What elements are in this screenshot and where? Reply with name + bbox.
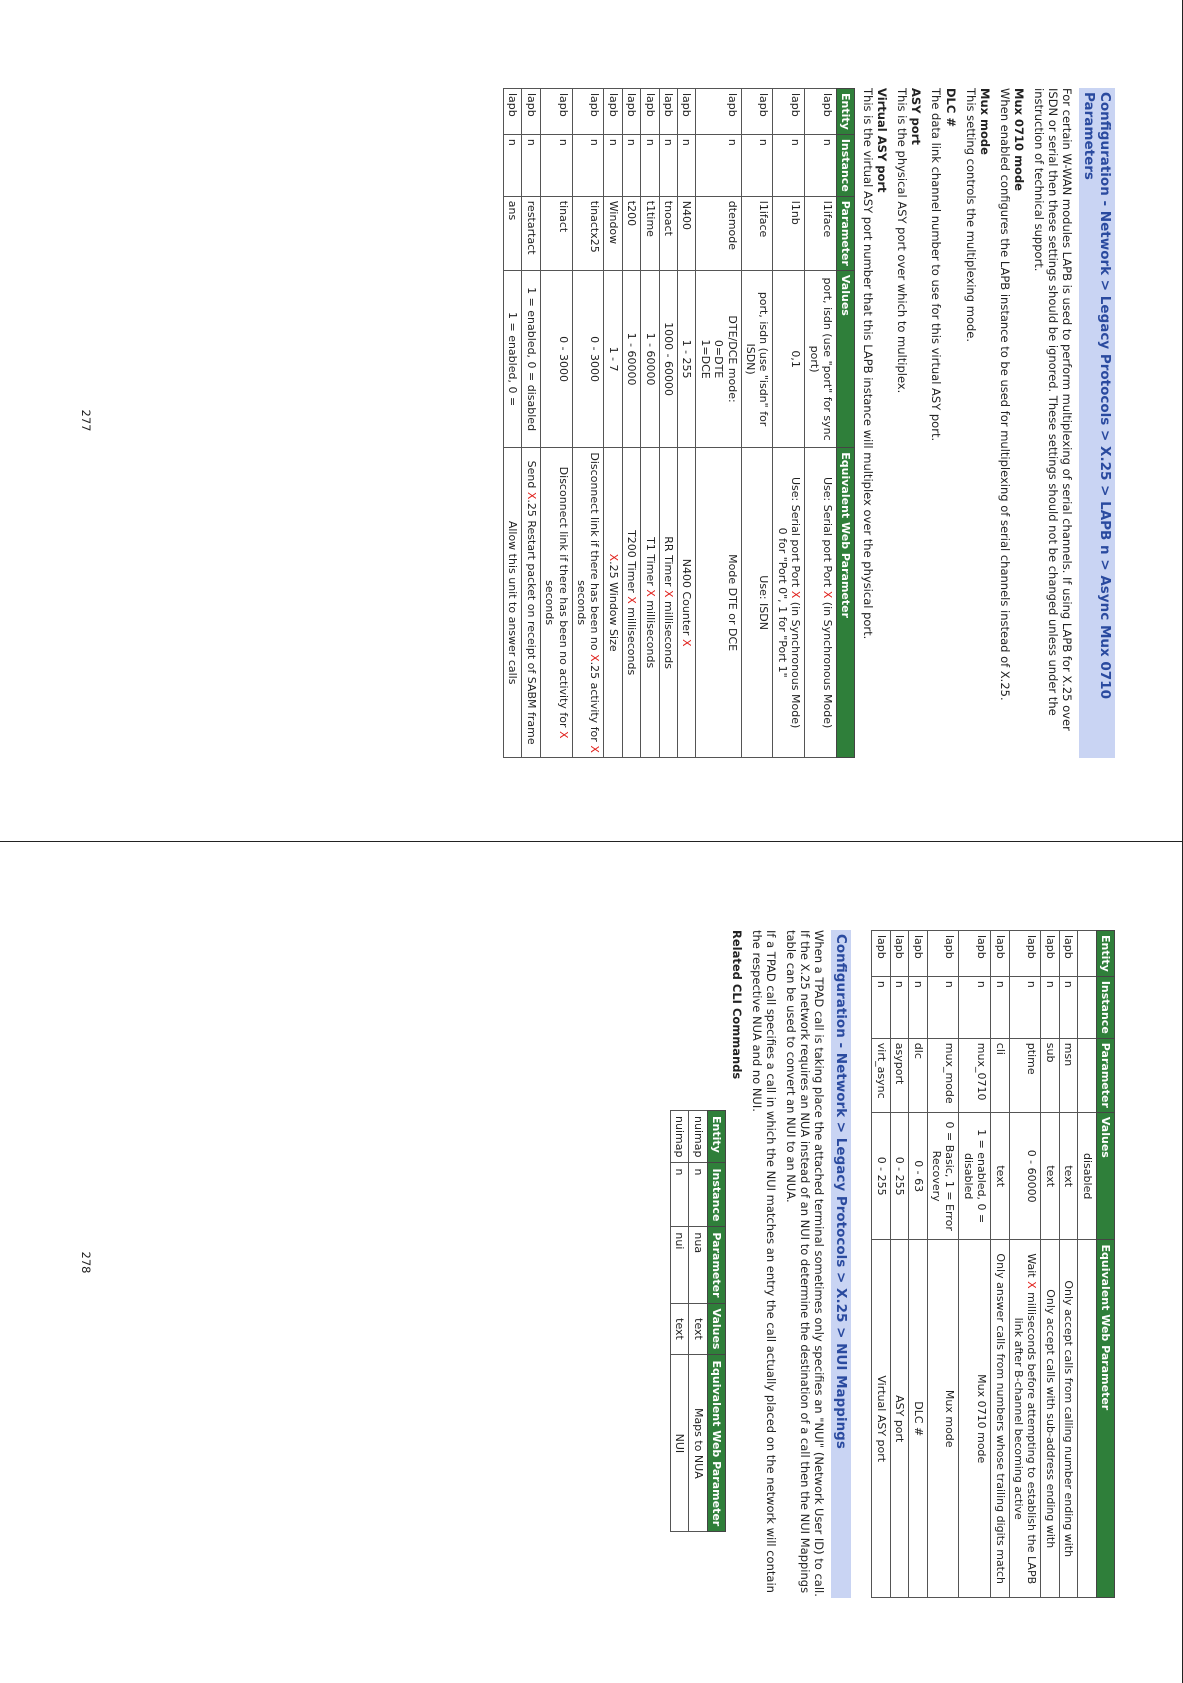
table-cell: lapb	[540, 89, 572, 135]
variable-marker: X	[1025, 1281, 1039, 1289]
table-row	[540, 89, 572, 758]
table-cell: X.25 Window Size	[604, 448, 622, 758]
table-cell: lapb	[641, 89, 659, 135]
table-cell: 0 - 255	[872, 1112, 890, 1240]
table-cell: t200	[622, 196, 640, 270]
intro-paragraph: For certain W-WAN modules LAPB is used to perform multiplexing of serial channels. If using LAPB for X.25 over ISDN or serial then these settings should be ignored. These settings should not be changed unless under the instruction of technical support.	[1031, 88, 1074, 731]
table-cell: Disconnect link if there has been no X.25 activity for X seconds	[572, 448, 604, 758]
table-cell: DTE/DCE mode: 0=DTE 1=DCE	[696, 270, 741, 447]
table-row	[909, 931, 927, 1598]
page-278	[0, 842, 1183, 1683]
table-cell: 0 - 60000	[1009, 1112, 1041, 1240]
table-cell: 0 - 255	[890, 1112, 908, 1240]
table-cell: text	[1041, 1112, 1059, 1240]
table-cell: Mux mode	[927, 1240, 959, 1598]
variable-marker: X	[524, 491, 538, 500]
table-cell	[1078, 931, 1096, 977]
table-cell: lapb	[522, 89, 540, 135]
table-cell: lapb	[872, 931, 890, 977]
table-cell: Allow this unit to answer calls	[503, 448, 521, 758]
table-cell: Wait X milliseconds before attempting to establish the LAPB link after B-channel becoming active	[1009, 1240, 1041, 1598]
variable-marker: X	[588, 654, 602, 662]
table-cell: ASY port	[890, 1240, 908, 1598]
column-header: Entity	[837, 89, 855, 135]
table-row	[805, 89, 837, 758]
table-cell: n	[604, 134, 622, 196]
table-cell: n	[503, 134, 521, 196]
table-cell: dlc	[909, 1038, 927, 1112]
table-cell: 1 = enabled, 0 = disabled	[959, 1112, 991, 1240]
table-cell: RR Timer X milliseconds	[659, 448, 677, 758]
variable-marker: X	[606, 553, 620, 562]
column-header: Parameter	[707, 1227, 725, 1303]
table-cell: Disconnect link if there has been no activity for X seconds	[540, 448, 572, 758]
table-cell: lapb	[696, 89, 741, 135]
table-cell: n	[773, 134, 805, 196]
table-cell: lapb	[991, 931, 1009, 977]
table-cell: n	[1009, 976, 1041, 1038]
table-cell: n	[872, 976, 890, 1038]
term-description: This is the physical ASY port over which to multiplex.	[895, 88, 910, 394]
table-cell: asyport	[890, 1038, 908, 1112]
section-heading: Configuration - Network > Legacy Protocols > X.25 > LAPB n > Async Mux 0710 Parameters	[1079, 88, 1115, 758]
table-body	[503, 89, 836, 758]
table-cell: l1iface	[741, 196, 773, 270]
table-cell: text	[1059, 1112, 1077, 1240]
variable-marker: X	[588, 745, 602, 753]
table-cell: lapb	[1059, 931, 1077, 977]
table-body	[670, 1111, 707, 1532]
table-cell: lapb	[741, 89, 773, 135]
table-header-row	[1096, 931, 1114, 1598]
table-cell: tinactx25	[572, 196, 604, 270]
table-row	[959, 931, 991, 1598]
column-header: Instance	[837, 134, 855, 196]
table-row	[1059, 931, 1077, 1598]
table-cell: nuimap	[689, 1111, 707, 1163]
table-cell: n	[1059, 976, 1077, 1038]
table-cell: t1time	[641, 196, 659, 270]
table-header-row	[707, 1111, 725, 1532]
table-cell: lapb	[805, 89, 837, 135]
column-header: Values	[1096, 1112, 1114, 1240]
table-cell: n	[670, 1163, 688, 1227]
table-cell: 0,1	[773, 270, 805, 447]
lapb-parameter-table	[503, 88, 856, 758]
table-cell: n	[522, 134, 540, 196]
table-cell: text	[670, 1303, 688, 1355]
table-cell: n	[540, 134, 572, 196]
table-cell: 1 - 7	[604, 270, 622, 447]
table-row	[689, 1111, 707, 1532]
term-description: This setting controls the multiplexing mode.	[963, 88, 978, 342]
column-header: Equivalent Web Parameter	[1096, 1240, 1114, 1598]
table-cell: nua	[689, 1227, 707, 1303]
table-cell: T200 Timer X milliseconds	[622, 448, 640, 758]
table-row	[503, 89, 521, 758]
table-cell: mux_0710	[959, 1038, 991, 1112]
table-cell: lapb	[622, 89, 640, 135]
term-description: This is the virtual ASY port number that this LAPB instance will multiplex over the physical port.	[861, 88, 876, 640]
table-row	[670, 1111, 688, 1532]
table-body	[872, 931, 1096, 1598]
table-cell: 1 - 255	[677, 270, 695, 447]
column-header: Parameter	[1096, 1038, 1114, 1112]
table-row	[872, 931, 890, 1598]
table-cell: 1 = enabled, 0 = disabled	[522, 270, 540, 447]
table-cell: lapb	[773, 89, 805, 135]
nui-paragraph-1: When a TPAD call is taking place the attached terminal sometimes only specifies an "NUI" (Network User ID) to call. If the X.25 network requires an NUA instead of an NUI to determine the destination of a call then the NUI Mappings table can be used to convert an NUI to an NUA.	[784, 930, 827, 1597]
term-list	[861, 88, 1025, 758]
table-cell: n	[1041, 976, 1059, 1038]
table-cell: Mux 0710 mode	[959, 1240, 991, 1598]
table-cell: nui	[670, 1227, 688, 1303]
table-row	[641, 89, 659, 758]
table-cell: port, isdn (use "isdn" for ISDN)	[741, 270, 773, 447]
table-row	[773, 89, 805, 758]
variable-marker: X	[680, 638, 694, 647]
term-name: ASY port	[909, 88, 924, 145]
term-name: Virtual ASY port	[875, 88, 890, 193]
table-cell: N400	[677, 196, 695, 270]
table-cell: DLC #	[909, 1240, 927, 1598]
table-cell: ans	[503, 196, 521, 270]
table-cell: N400 Counter X	[677, 448, 695, 758]
column-header: Equivalent Web Parameter	[707, 1355, 725, 1532]
page-number: 277	[79, 409, 93, 432]
table-row	[741, 89, 773, 758]
page-number: 278	[79, 1251, 93, 1274]
table-cell: lapb	[927, 931, 959, 977]
term-name: Mux 0710 mode	[1011, 88, 1026, 191]
table-cell: lapb	[677, 89, 695, 135]
table-row	[991, 931, 1009, 1598]
table-cell: ptime	[1009, 1038, 1041, 1112]
table-row	[696, 89, 741, 758]
table-cell: n	[696, 134, 741, 196]
variable-marker: X	[821, 590, 835, 599]
table-cell: port, isdn (use "port" for sync port)	[805, 270, 837, 447]
table-cell: mux_mode	[927, 1038, 959, 1112]
table-row	[572, 89, 604, 758]
variable-marker: X	[643, 589, 657, 597]
table-cell: 1000 - 60000	[659, 270, 677, 447]
page-277	[0, 0, 1183, 841]
table-cell	[1078, 1038, 1096, 1112]
table-cell: 1 = enabled, 0 =	[503, 270, 521, 447]
table-row	[927, 931, 959, 1598]
table-cell: n	[689, 1163, 707, 1227]
table-cell: 1 - 60000	[641, 270, 659, 447]
table-cell: sub	[1041, 1038, 1059, 1112]
table-cell: n	[959, 976, 991, 1038]
term-description: The data link channel number to use for this virtual ASY port.	[929, 88, 944, 442]
table-cell: disabled	[1078, 1112, 1096, 1240]
table-cell: Only answer calls from numbers whose trailing digits match	[991, 1240, 1009, 1598]
table-cell: n	[572, 134, 604, 196]
table-cell	[1078, 976, 1096, 1038]
table-cell: lapb	[659, 89, 677, 135]
table-cell: Window	[604, 196, 622, 270]
table-cell: lapb	[1009, 931, 1041, 977]
nui-paragraph-2: If a TPAD call specifies a call in which the NUI matches an entry the call actually placed on the network will contain the respective NUA and no NUI.	[750, 930, 779, 1593]
table-cell: n	[741, 134, 773, 196]
table-cell: Virtual ASY port	[872, 1240, 890, 1598]
table-row	[1078, 931, 1096, 1598]
table-cell: nuimap	[670, 1111, 688, 1163]
table-cell: lapb	[503, 89, 521, 135]
table-cell: Send X.25 Restart packet on receipt of SABM frame	[522, 448, 540, 758]
related-cli-heading: Related CLI Commands	[730, 930, 745, 1080]
table-cell: 0 - 3000	[540, 270, 572, 447]
table-cell: lapb	[909, 931, 927, 977]
table-cell: n	[659, 134, 677, 196]
column-header: Instance	[1096, 976, 1114, 1038]
table-cell: Only accept calls with sub-address ending with	[1041, 1240, 1059, 1598]
table-cell: n	[927, 976, 959, 1038]
table-cell: Only accept calls from calling number ending with	[1059, 1240, 1077, 1598]
table-row	[1009, 931, 1041, 1598]
table-cell: l1nb	[773, 196, 805, 270]
table-cell: Use: Serial port Port X (in Synchronous Mode)	[805, 448, 837, 758]
table-row	[622, 89, 640, 758]
table-row	[890, 931, 908, 1598]
table-row	[1041, 931, 1059, 1598]
table-cell: n	[909, 976, 927, 1038]
table-cell	[1078, 1240, 1096, 1598]
table-cell: lapb	[890, 931, 908, 977]
table-cell: l1iface	[805, 196, 837, 270]
column-header: Parameter	[837, 196, 855, 270]
lapb-parameter-table-continued	[871, 930, 1115, 1598]
variable-marker: X	[661, 590, 675, 598]
table-cell: T1 Timer X milliseconds	[641, 448, 659, 758]
table-cell: Use: ISDN	[741, 448, 773, 758]
table-cell: tnoact	[659, 196, 677, 270]
variable-marker: X	[789, 590, 803, 599]
table-cell: text	[991, 1112, 1009, 1240]
table-cell: tinact	[540, 196, 572, 270]
table-cell: NUI	[670, 1355, 688, 1532]
table-row	[659, 89, 677, 758]
column-header: Instance	[707, 1163, 725, 1227]
variable-marker: X	[556, 731, 570, 739]
variable-marker: X	[625, 596, 639, 604]
table-row	[677, 89, 695, 758]
nuimap-cli-table	[670, 1110, 726, 1532]
table-cell: lapb	[1041, 931, 1059, 977]
table-header-row	[837, 89, 855, 758]
table-cell: n	[622, 134, 640, 196]
table-cell: n	[641, 134, 659, 196]
column-header: Entity	[1096, 931, 1114, 977]
table-cell: 1 - 60000	[622, 270, 640, 447]
table-cell: text	[689, 1303, 707, 1355]
table-cell: n	[677, 134, 695, 196]
table-cell: 0 = Basic, 1 = Error Recovery	[927, 1112, 959, 1240]
table-cell: Maps to NUA	[689, 1355, 707, 1532]
column-header: Entity	[707, 1111, 725, 1163]
table-cell: msn	[1059, 1038, 1077, 1112]
term-name: Mux mode	[977, 88, 992, 155]
table-cell: n	[991, 976, 1009, 1038]
table-cell: n	[890, 976, 908, 1038]
table-cell: 0 - 63	[909, 1112, 927, 1240]
table-cell: virt_async	[872, 1038, 890, 1112]
table-row	[522, 89, 540, 758]
column-header: Values	[707, 1303, 725, 1355]
table-row	[604, 89, 622, 758]
table-cell: 0 - 3000	[572, 270, 604, 447]
column-header: Values	[837, 270, 855, 447]
page-277-content	[503, 88, 1115, 758]
section-heading-nui: Configuration - Network > Legacy Protocols > X.25 > NUI Mappings	[831, 930, 851, 1598]
column-header: Equivalent Web Parameter	[837, 448, 855, 758]
table-cell: Use: Serial port Port X (in Synchronous Mode) 0 for "Port 0", 1 for "Port 1"	[773, 448, 805, 758]
page-278-content	[670, 930, 1115, 1598]
table-cell: dtemode	[696, 196, 741, 270]
term-description: When enabled configures the LAPB instance to be used for multiplexing of serial channels instead of X.25.	[997, 88, 1012, 701]
table-cell: Mode DTE or DCE	[696, 448, 741, 758]
table-cell: cli	[991, 1038, 1009, 1112]
table-cell: lapb	[959, 931, 991, 977]
table-cell: restartact	[522, 196, 540, 270]
table-cell: lapb	[572, 89, 604, 135]
table-cell: lapb	[604, 89, 622, 135]
table-cell: n	[805, 134, 837, 196]
term-name: DLC #	[943, 88, 958, 127]
